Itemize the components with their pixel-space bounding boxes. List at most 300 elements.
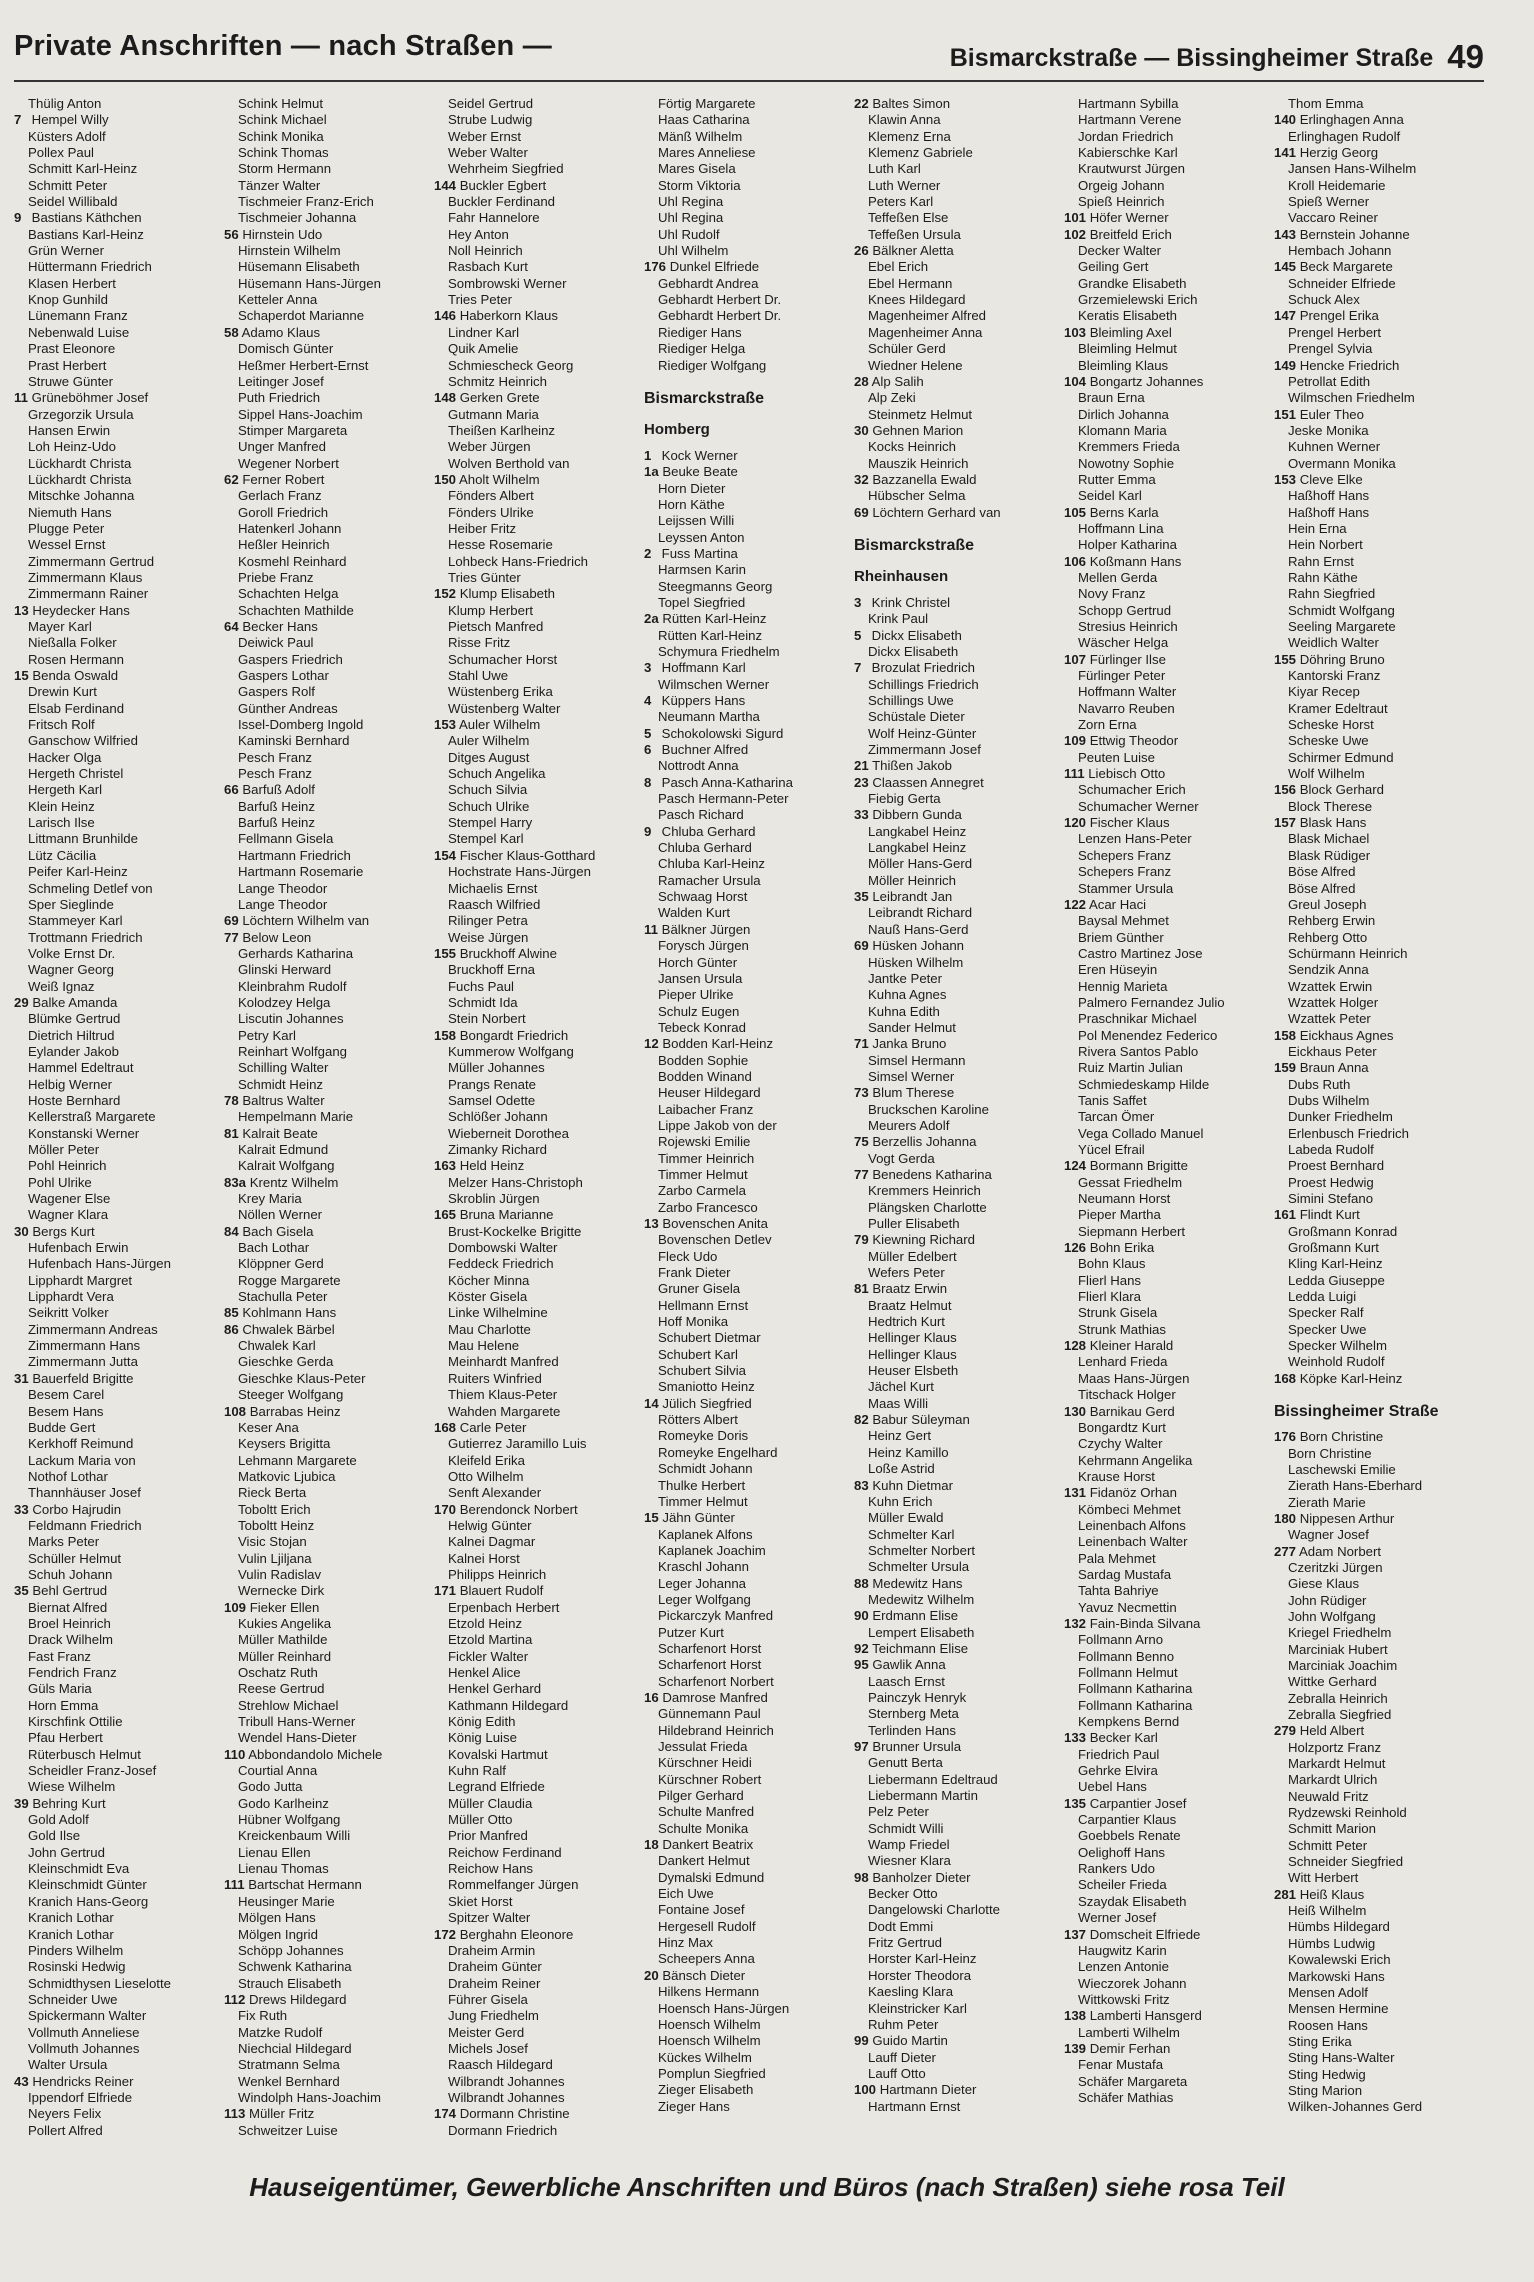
- directory-entry: [644, 758, 852, 774]
- directory-entry: [1064, 1387, 1272, 1403]
- directory-entry: [644, 1428, 852, 1444]
- directory-entry: [434, 1927, 642, 1943]
- resident-name: Kleinschmidt Eva: [28, 1861, 130, 1877]
- resident-name: Siepmann Herbert: [1078, 1223, 1186, 1239]
- directory-entry: [434, 2123, 642, 2139]
- directory-entry: [1274, 537, 1482, 553]
- directory-entry: [644, 1265, 852, 1281]
- directory-entry: [1274, 2099, 1482, 2115]
- directory-entry: [644, 1919, 852, 1935]
- directory-entry: [1274, 2083, 1482, 2099]
- directory-entry: [14, 652, 222, 668]
- resident-name: Stempel Karl: [448, 831, 524, 847]
- directory-entry: [854, 742, 1062, 758]
- resident-name: Schachten Mathilde: [238, 602, 354, 618]
- directory-entry: [1274, 1446, 1482, 1462]
- directory-entry: [434, 1044, 642, 1060]
- directory-entry: [14, 570, 222, 586]
- resident-name: Scheepers Anna: [658, 1951, 755, 1967]
- resident-name: Hübscher Selma: [868, 488, 966, 504]
- resident-name: Dunkel Elfriede: [669, 259, 760, 275]
- directory-entry: [224, 1845, 432, 1861]
- directory-entry: [644, 1069, 852, 1085]
- directory-entry: [14, 603, 222, 619]
- resident-name: Uebel Hans: [1078, 1779, 1147, 1795]
- directory-entry: [14, 1583, 222, 1599]
- directory-entry: [14, 930, 222, 946]
- resident-name: Werner Josef: [1078, 1910, 1157, 1926]
- directory-entry: [224, 1861, 432, 1877]
- directory-entry: [1274, 1478, 1482, 1494]
- directory-entry: [854, 1249, 1062, 1265]
- directory-entry: [434, 1387, 642, 1403]
- directory-entry: [434, 1305, 642, 1321]
- directory-entry: [854, 2001, 1062, 2017]
- directory-entry: [1274, 374, 1482, 390]
- resident-name: Schneider Uwe: [28, 1991, 118, 2007]
- resident-name: Kreickenbaum Willi: [238, 1828, 351, 1844]
- resident-name: Titschack Holger: [1078, 1387, 1176, 1403]
- resident-name: Luth Karl: [868, 161, 921, 177]
- directory-entry: [644, 1870, 852, 1886]
- resident-name: Babur Süleyman: [872, 1412, 970, 1428]
- resident-name: Stresius Heinrich: [1078, 619, 1178, 634]
- resident-name: Niechcial Hildegard: [238, 2040, 352, 2056]
- resident-name: Draheim Armin: [448, 1942, 536, 1958]
- resident-name: Marciniak Joachim: [1288, 1657, 1398, 1673]
- resident-name: Rosinski Hedwig: [28, 1959, 126, 1975]
- resident-name: Wittke Gerhard: [1288, 1674, 1377, 1690]
- resident-name: Krentz Wilhelm: [249, 1174, 339, 1190]
- resident-name: Skroblin Jürgen: [448, 1191, 540, 1207]
- resident-name: Szaydak Elisabeth: [1078, 1893, 1187, 1909]
- directory-entry: [644, 178, 852, 194]
- resident-name: Rahn Siegfried: [1288, 586, 1376, 602]
- directory-entry: [14, 537, 222, 553]
- resident-name: Leibrandt Richard: [868, 905, 973, 921]
- house-number: 85: [224, 1305, 239, 1321]
- resident-name: Zarbo Francesco: [658, 1199, 758, 1215]
- directory-entry: [1064, 619, 1272, 635]
- resident-name: Wzattek Peter: [1288, 1011, 1371, 1027]
- directory-entry: [854, 1053, 1062, 1069]
- directory-entry: [1274, 1060, 1482, 1076]
- directory-entry: [14, 456, 222, 472]
- resident-name: Domscheit Elfriede: [1089, 1926, 1201, 1942]
- house-number: 108: [224, 1403, 247, 1419]
- house-number: 135: [1064, 1795, 1087, 1811]
- directory-entry: [434, 701, 642, 717]
- directory-entry: [644, 807, 852, 823]
- directory-entry: [1274, 439, 1482, 455]
- directory-entry: [644, 1902, 852, 1918]
- directory-entry: [644, 1396, 852, 1412]
- directory-entry: [434, 1273, 642, 1289]
- directory-entry: [644, 1151, 852, 1167]
- house-number: 77: [224, 929, 239, 945]
- resident-name: Yavuz Necmettin: [1078, 1599, 1177, 1615]
- resident-name: Buckler Egbert: [459, 177, 547, 193]
- directory-entry: [14, 1927, 222, 1943]
- directory-entry: [854, 488, 1062, 504]
- directory-entry: [434, 1256, 642, 1272]
- directory-entry: [854, 1412, 1062, 1428]
- directory-entry: [224, 1207, 432, 1223]
- resident-name: Tänzer Walter: [238, 177, 321, 193]
- house-number: 12: [644, 1036, 659, 1052]
- directory-entry: [644, 1608, 852, 1624]
- resident-name: Wolf Heinz-Günter: [868, 725, 977, 741]
- resident-name: Wagner Josef: [1288, 1527, 1369, 1543]
- directory-entry: [854, 1935, 1062, 1951]
- resident-name: Bongartz Johannes: [1089, 373, 1204, 389]
- directory-entry: [854, 1723, 1062, 1739]
- directory-entry: [854, 243, 1062, 259]
- directory-entry: [854, 1281, 1062, 1297]
- directory-entry: [1064, 1665, 1272, 1681]
- directory-entry: [854, 259, 1062, 275]
- directory-entry: [1064, 521, 1272, 537]
- directory-entry: [644, 905, 852, 921]
- directory-entry: [1274, 1723, 1482, 1739]
- directory-entry: [224, 1354, 432, 1370]
- resident-name: Kaminski Bernhard: [238, 733, 350, 749]
- directory-entry: [1274, 1289, 1482, 1305]
- resident-name: Schmidt Heinz: [238, 1076, 324, 1092]
- directory-entry: [1064, 881, 1272, 897]
- resident-name: Schwaag Horst: [658, 889, 748, 905]
- resident-name: Wieberneit Dorothea: [448, 1125, 569, 1141]
- resident-name: Schürmann Heinrich: [1288, 945, 1408, 961]
- house-number: 180: [1274, 1510, 1297, 1526]
- resident-name: Hein Erna: [1288, 520, 1347, 536]
- resident-name: Gebhardt Herbert Dr.: [658, 292, 782, 308]
- resident-name: Fieker Ellen: [249, 1599, 320, 1615]
- directory-entry: [1274, 684, 1482, 700]
- directory-entry: [434, 603, 642, 619]
- house-number: 138: [1064, 2008, 1087, 2024]
- resident-name: Zimmermann Rainer: [28, 586, 149, 602]
- resident-name: Ettwig Theodor: [1089, 733, 1179, 749]
- resident-name: Samsel Odette: [448, 1092, 536, 1108]
- directory-entry: [224, 1077, 432, 1093]
- resident-name: Larisch Ilse: [28, 815, 95, 831]
- directory-entry: [434, 1420, 642, 1436]
- resident-name: Meinhardt Manfred: [448, 1354, 559, 1370]
- directory-entry: [224, 341, 432, 357]
- directory-entry: [14, 1028, 222, 1044]
- resident-name: Vollmuth Anneliese: [28, 2024, 140, 2040]
- resident-name: Leinenbach Alfons: [1078, 1517, 1186, 1533]
- directory-entry: [854, 955, 1062, 971]
- resident-name: Küsters Adolf: [28, 128, 106, 144]
- directory-entry: [434, 586, 642, 602]
- resident-name: Holper Katharina: [1078, 537, 1177, 553]
- directory-entry: [854, 1363, 1062, 1379]
- directory-entry: [1274, 554, 1482, 570]
- house-number: 66: [224, 782, 239, 798]
- directory-entry: [1274, 1674, 1482, 1690]
- directory-entry: [1274, 308, 1482, 324]
- directory-entry: [854, 1739, 1062, 1755]
- resident-name: Dubs Wilhelm: [1288, 1092, 1370, 1108]
- resident-name: Lange Theodor: [238, 896, 328, 912]
- resident-name: Matkovic Ljubica: [238, 1468, 336, 1484]
- resident-name: Hellinger Klaus: [868, 1330, 957, 1346]
- resident-name: Schmelter Karl: [868, 1526, 955, 1542]
- directory-entry: [434, 815, 642, 831]
- directory-entry: [644, 1576, 852, 1592]
- resident-name: Herzig Georg: [1299, 145, 1379, 161]
- house-number: 1: [644, 447, 652, 463]
- resident-name: Hergeth Karl: [28, 782, 103, 798]
- directory-entry: [644, 341, 852, 357]
- directory-entry: [644, 1935, 852, 1951]
- resident-name: Jordan Friedrich: [1078, 128, 1174, 144]
- directory-entry: [644, 660, 852, 676]
- resident-name: Schillings Friedrich: [868, 676, 979, 692]
- resident-name: Güls Maria: [28, 1681, 92, 1697]
- house-number: 131: [1064, 1485, 1087, 1501]
- resident-name: Kalrait Edmund: [238, 1142, 329, 1157]
- resident-name: Oschatz Ruth: [238, 1665, 318, 1680]
- directory-entry: [434, 1779, 642, 1795]
- resident-name: Schachten Helga: [238, 586, 339, 602]
- resident-name: Wilbrandt Johannes: [448, 2089, 565, 2105]
- resident-name: Castro Martinez Jose: [1078, 945, 1203, 961]
- directory-entry: [1064, 161, 1272, 177]
- resident-name: Schwenk Katharina: [238, 1959, 352, 1975]
- directory-entry: [434, 2041, 642, 2057]
- directory-entry: [224, 979, 432, 995]
- resident-name: Klump Elisabeth: [459, 586, 555, 602]
- directory-entry: [1274, 1919, 1482, 1935]
- resident-name: Toboltt Heinz: [238, 1517, 315, 1533]
- resident-name: Stachulla Peter: [238, 1289, 328, 1305]
- resident-name: Littmann Brunhilde: [28, 831, 138, 847]
- house-number: 158: [1274, 1027, 1297, 1043]
- resident-name: Mares Anneliese: [658, 145, 756, 161]
- resident-name: Schmidt Willi: [868, 1820, 944, 1836]
- directory-entry: [14, 1044, 222, 1060]
- directory-entry: [1274, 635, 1482, 651]
- house-number: 174: [434, 2106, 457, 2122]
- directory-entry: [434, 2057, 642, 2073]
- resident-name: Laschewski Emilie: [1288, 1461, 1396, 1477]
- resident-name: Bodden Sophie: [658, 1052, 749, 1068]
- resident-name: Storm Viktoria: [658, 177, 741, 193]
- resident-name: Follmann Helmut: [1078, 1665, 1178, 1680]
- resident-name: Löchtern Wilhelm van: [242, 913, 370, 929]
- directory-entry: [14, 1616, 222, 1632]
- directory-entry: [1274, 161, 1482, 177]
- directory-entry: [224, 1992, 432, 2008]
- directory-entry: [434, 799, 642, 815]
- resident-name: Berns Karla: [1089, 504, 1159, 520]
- resident-name: Erpenbach Herbert: [448, 1599, 560, 1615]
- directory-entry: [14, 1502, 222, 1518]
- resident-name: Gaspers Rolf: [238, 684, 315, 700]
- directory-entry: [854, 644, 1062, 660]
- directory-entry: [224, 243, 432, 259]
- resident-name: Timmer Helmut: [658, 1166, 748, 1182]
- resident-name: Berghahn Eleonore: [459, 1926, 574, 1942]
- house-number: 58: [224, 324, 239, 340]
- directory-entry: [1064, 782, 1272, 798]
- resident-name: Erdmann Elise: [872, 1608, 959, 1624]
- house-number: 84: [224, 1223, 239, 1239]
- house-number: 13: [644, 1216, 659, 1231]
- resident-name: Thannhäuser Josef: [28, 1485, 141, 1501]
- directory-entry: [854, 775, 1062, 791]
- house-number: 156: [1274, 782, 1297, 798]
- directory-entry: [224, 930, 432, 946]
- directory-entry: [14, 782, 222, 798]
- directory-entry: [14, 831, 222, 847]
- resident-name: Fritsch Rolf: [28, 717, 95, 733]
- directory-entry: [854, 390, 1062, 406]
- directory-entry: [434, 1763, 642, 1779]
- directory-entry: [14, 521, 222, 537]
- resident-name: Lienau Thomas: [238, 1861, 329, 1877]
- resident-name: Pomplun Siegfried: [658, 2065, 766, 2081]
- house-number: 29: [14, 994, 29, 1010]
- directory-entry: [224, 717, 432, 733]
- resident-name: Aholt Wilhelm: [458, 471, 540, 487]
- resident-name: Lütz Cäcilia: [28, 847, 97, 863]
- directory-entry: [1274, 1576, 1482, 1592]
- resident-name: Gawlik Anna: [872, 1657, 946, 1673]
- directory-entry: [644, 358, 852, 374]
- resident-name: Kaesling Klara: [868, 1984, 954, 2000]
- directory-entry: [1274, 897, 1482, 913]
- resident-name: Tanis Saffet: [1078, 1092, 1147, 1108]
- resident-name: Kohlmann Hans: [242, 1305, 337, 1321]
- resident-name: Windolph Hans-Joachim: [238, 2089, 381, 2105]
- directory-entry: [14, 390, 222, 406]
- resident-name: Bodden Winand: [658, 1068, 752, 1084]
- resident-name: Jansen Hans-Wilhelm: [1288, 161, 1417, 177]
- directory-entry: [434, 1681, 642, 1697]
- resident-name: Spieß Werner: [1288, 194, 1370, 210]
- directory-entry: [644, 1412, 852, 1428]
- directory-entry: [854, 889, 1062, 905]
- directory-entry: [434, 505, 642, 521]
- resident-name: Romeyke Engelhard: [658, 1444, 778, 1460]
- resident-name: Weiß Ignaz: [28, 978, 95, 994]
- resident-name: Puth Friedrich: [238, 390, 321, 406]
- resident-name: Bodden Karl-Heinz: [662, 1036, 774, 1052]
- resident-name: Thißen Jakob: [872, 758, 953, 774]
- resident-name: Kaplanek Joachim: [658, 1542, 766, 1558]
- directory-entry: [14, 750, 222, 766]
- resident-name: Lohbeck Hans-Friedrich: [448, 553, 588, 569]
- directory-entry: [434, 668, 642, 684]
- house-number: 69: [854, 504, 869, 520]
- resident-name: Kalrait Wolfgang: [238, 1158, 335, 1174]
- resident-name: Koßmann Hans: [1089, 553, 1182, 569]
- resident-name: Held Heinz: [459, 1158, 525, 1174]
- resident-name: Mölgen Ingrid: [238, 1926, 318, 1942]
- resident-name: Pieper Ulrike: [658, 987, 734, 1003]
- resident-name: Förtig Margarete: [658, 96, 756, 111]
- directory-entry: [644, 2001, 852, 2017]
- directory-entry: [434, 1158, 642, 1174]
- directory-entry: [14, 815, 222, 831]
- directory-entry: [1064, 815, 1272, 831]
- resident-name: Dubs Ruth: [1288, 1076, 1351, 1092]
- directory-entry: [1064, 2008, 1272, 2024]
- resident-name: Besem Hans: [28, 1403, 104, 1419]
- directory-entry: [14, 488, 222, 504]
- house-number: 11: [14, 390, 28, 406]
- resident-name: Cleve Elke: [1299, 471, 1363, 487]
- resident-name: Liscutin Johannes: [238, 1011, 344, 1027]
- directory-entry: [1064, 1142, 1272, 1158]
- resident-name: Nippesen Arthur: [1299, 1510, 1395, 1526]
- resident-name: Mares Gisela: [658, 161, 736, 177]
- house-number: 133: [1064, 1730, 1087, 1746]
- directory-entry: [14, 439, 222, 455]
- resident-name: Holzportz Franz: [1288, 1739, 1382, 1755]
- directory-entry: [14, 210, 222, 226]
- resident-name: Fix Ruth: [238, 2008, 288, 2024]
- house-number: 170: [434, 1501, 457, 1517]
- directory-entry: [224, 96, 432, 112]
- resident-name: Bauerfeld Brigitte: [32, 1370, 134, 1386]
- resident-name: Jung Friedhelm: [448, 2008, 539, 2024]
- directory-entry: [224, 831, 432, 847]
- column-7: [1274, 96, 1482, 2156]
- resident-name: Jeske Monika: [1288, 422, 1369, 438]
- column-3: [434, 96, 642, 2156]
- resident-name: Prengel Erika: [1299, 308, 1379, 324]
- directory-entry: [224, 1714, 432, 1730]
- resident-name: Leitinger Josef: [238, 373, 324, 389]
- resident-name: Godo Karlheinz: [238, 1795, 329, 1811]
- directory-entry: [224, 325, 432, 341]
- house-number: 143: [1274, 226, 1297, 242]
- directory-entry: [1274, 358, 1482, 374]
- directory-entry: [434, 178, 642, 194]
- directory-entry: [854, 677, 1062, 693]
- directory-entry: [224, 129, 432, 145]
- directory-entry: [644, 1216, 852, 1232]
- house-number: 130: [1064, 1403, 1087, 1419]
- directory-entry: [1274, 1256, 1482, 1272]
- resident-name: Mölgen Hans: [238, 1910, 316, 1926]
- house-number: 137: [1064, 1926, 1087, 1942]
- resident-name: Becker Otto: [868, 1886, 938, 1902]
- directory-entry: [224, 1763, 432, 1779]
- resident-name: Keysers Brigitta: [238, 1436, 331, 1452]
- directory-entry: [1064, 1763, 1272, 1779]
- directory-entry: [224, 1828, 432, 1844]
- directory-entry: [1274, 2050, 1482, 2066]
- directory-entry: [14, 325, 222, 341]
- directory-entry: [854, 2017, 1062, 2033]
- resident-name: Horster Theodora: [868, 1967, 972, 1983]
- house-number: 141: [1274, 145, 1297, 161]
- resident-name: Rötters Albert: [658, 1412, 738, 1428]
- resident-name: Chwalek Bärbel: [242, 1321, 335, 1337]
- directory-entry: [644, 96, 852, 112]
- house-number: 155: [1274, 651, 1297, 667]
- house-number: 132: [1064, 1615, 1087, 1631]
- directory-entry: [644, 1788, 852, 1804]
- resident-name: Kraschl Johann: [658, 1559, 749, 1575]
- resident-name: Helwig Günter: [448, 1517, 532, 1533]
